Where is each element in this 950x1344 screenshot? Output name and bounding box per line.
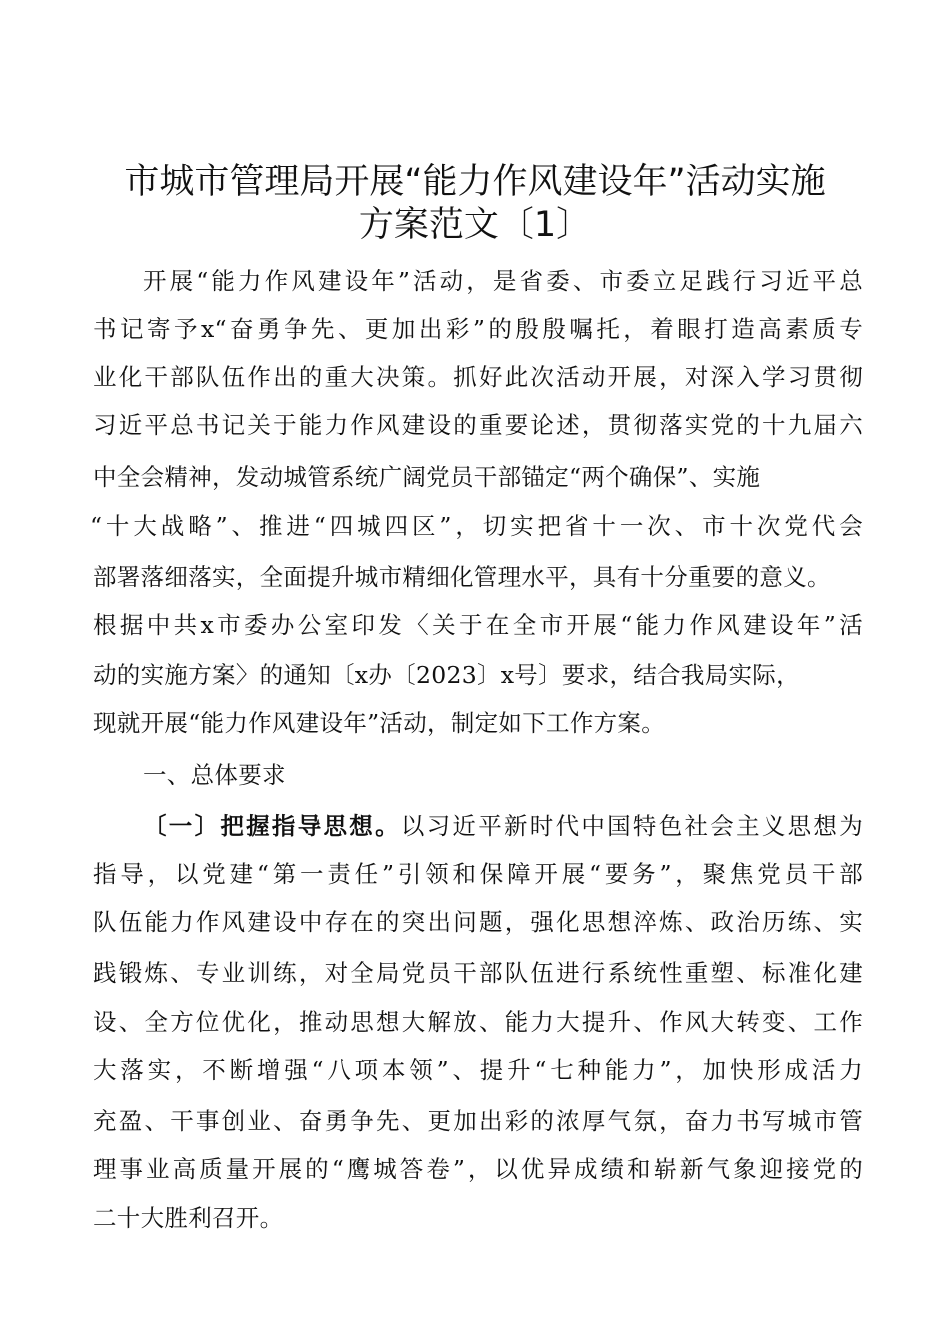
body-line: 二十大胜利召开。 xyxy=(93,1204,284,1232)
subsection-label: 〔一〕把握指导思想。 xyxy=(143,812,401,840)
body-line: 理事业高质量开展的“鹰城答卷”，以优异成绩和崭新气象迎接党的 xyxy=(93,1155,863,1183)
intro-line: 动的实施方案〉的通知〔x办〔2023〕x号〕要求，结合我局实际， xyxy=(93,661,800,689)
intro-line: 根据中共x市委办公室印发〈关于在全市开展“能力作风建设年”活 xyxy=(93,611,863,639)
intro-line: “十大战略”、推进“四城四区”，切实把省十一次、市十次党代会 xyxy=(90,512,863,540)
intro-line: 部署落细落实，全面提升城市精细化管理水平，具有十分重要的意义。 xyxy=(93,563,831,591)
intro-line: 书记寄予x“奋勇争先、更加出彩”的殷殷嘱托，着眼打造高素质专 xyxy=(93,315,863,343)
body-line: 大落实，不断增强“八项本领”、提升“七种能力”，加快形成活力 xyxy=(93,1056,863,1084)
subsection-first-line xyxy=(143,811,863,841)
intro-line: 现就开展“能力作风建设年”活动，制定如下工作方案。 xyxy=(93,709,666,737)
intro-line: 开展“能力作风建设年”活动，是省委、市委立足践行习近平总 xyxy=(143,267,863,295)
intro-line: 习近平总书记关于能力作风建设的重要论述，贯彻落实党的十九届六 xyxy=(93,411,863,439)
body-line: 设、全方位优化，推动思想大解放、能力大提升、作风大转变、工作 xyxy=(93,1008,863,1036)
body-line: 队伍能力作风建设中存在的突出问题，强化思想淬炼、政治历练、实 xyxy=(93,908,863,936)
intro-line: 业化干部队伍作出的重大决策。抓好此次活动开展，对深入学习贯彻 xyxy=(93,363,863,391)
document-title-line1: 市城市管理局开展“能力作风建设年”活动实施 xyxy=(124,162,826,202)
section-heading: 一、总体要求 xyxy=(143,761,286,789)
intro-line: 中全会精神，发动城管系统广阔党员干部锚定“两个确保”、实施 xyxy=(93,463,761,491)
body-line: 充盈、干事创业、奋勇争先、更加出彩的浓厚气氛，奋力书写城市管 xyxy=(93,1107,863,1135)
document-title-line2: 方案范文〔1〕 xyxy=(358,205,592,245)
body-line: 践锻炼、专业训练，对全局党员干部队伍进行系统性重塑、标准化建 xyxy=(93,959,863,987)
subsection-first-text: 以习近平新时代中国特色社会主义思想为 xyxy=(400,812,864,840)
body-line: 指导，以党建“第一责任”引领和保障开展“要务”，聚焦党员干部 xyxy=(93,860,863,888)
